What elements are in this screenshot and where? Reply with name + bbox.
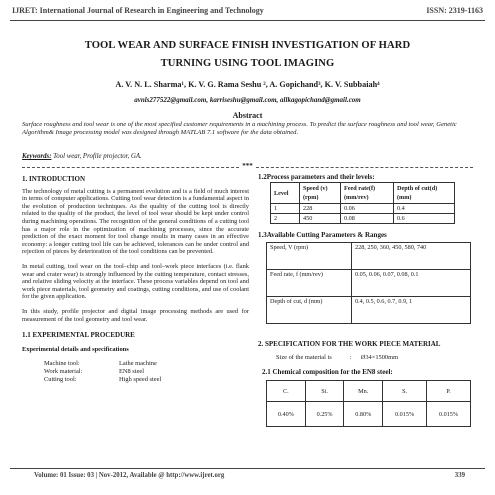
abstract-text: Surface roughness and tool wear is one of the most specified customer requirements in a machining process. To predict the surface roughness and tool wear, Genetic Algorithm& Image processing model was designed through MATLAB 7.1 software for the data obtained. [22,121,457,137]
keywords-label: Keywords: [22,153,52,160]
keywords [22,153,142,160]
table-row [267,243,471,270]
table-header-cell: Depth of cut(d) (mm) [394,183,455,204]
left-column [22,173,249,384]
material-size [276,354,473,361]
experimental-heading: 1.1 EXPERIMENTAL PROCEDURE [22,331,135,340]
table-cell: 0.08 [341,214,394,224]
intro-paragraph-3: In this study, profile projector and digital image processing methods are used for measurement of the tool geometry and tool wear. [22,307,249,323]
table-row [267,297,471,324]
footer-rule [10,468,485,469]
table-row [271,204,455,214]
cutting-ranges-table [266,242,471,324]
table-header-cell: C. [267,381,306,402]
chemical-composition-table [266,380,471,427]
abstract-heading: Abstract [232,111,263,120]
table-cell: 0.25% [305,402,344,427]
material-size-value: Ø34×1500mm [360,354,399,361]
footer-volume-info: Volume: 01 Issue: 03 | Nov-2012, Available @ http://www.ijret.org [34,472,225,479]
spec-value: High speed steel [119,376,162,384]
spec-key: Work material: [44,368,83,376]
title-line-2: TURNING USING TOOL IMAGING [160,58,335,69]
right-column [258,173,473,427]
separator-stars: *** [242,162,253,170]
table-cell: 0.06 [341,204,394,214]
table-cell: Feed rate, f (mm/rev) [267,270,352,297]
table-cell: 0.6 [394,214,455,224]
table-cell: 450 [300,214,341,224]
table-header-row [267,381,471,402]
table-row [267,270,471,297]
table-header-cell: Speed (v) (rpm) [300,183,341,204]
process-parameters-table [270,182,455,224]
page-footer [34,472,465,479]
table-header-cell: Si. [305,381,344,402]
intro-paragraph-2: In metal cutting, tool wear on the tool–chip and tool–work piece interfaces (i.e. flank wear and crater wear) is strongly influenced by the cutting temperature, contact stresses, and relative sliding velocity at the interface. These process variables depend on tool and work piece materials, tool geometry and coatings, cutting conditions, and use of coolant for the given application. [22,262,249,301]
table-cell: 0.05, 0.06, 0.07, 0.08, 0.1 [352,270,471,297]
table-cell: 228, 250, 360, 450, 580, 740 [352,243,471,270]
spec-row [22,376,249,384]
paper-title [20,37,475,73]
chem-table-heading: 2.1 Chemical composition for the EN8 steel: [262,368,393,376]
table-cell: Depth of cut, d (mm) [267,297,352,324]
table-cell: 2 [271,214,300,224]
table-header-cell: Mn. [344,381,383,402]
spec-key: Machine tool: [44,360,80,368]
table-cell: 1 [271,204,300,214]
header-rule [10,20,485,21]
page-number: 339 [454,472,465,479]
intro-paragraph-1: The technology of metal cutting is a permanent evolution and is a field of much interest in terms of computer applications. Cutting tool wear detection is a fundamental aspect in the evolution of production techniques. As the quality of the cutting tool is directly related to the quality of the product, the level of tool wear should be kept under control during machining operations. The recognition of the general conditions of a cutting tool has a major role in the optimization of machining processes, since the accurate prediction of the exact moment for tool change results in many cases in an effective economy: a longer cutting tool life can be achieved, tolerances can be under control and rejection of pieces by deterioration of the tool conditions can be prevented. [22,187,249,256]
table-row [267,402,471,427]
table-cell: 0.015% [427,402,471,427]
table-cell: Speed, V (rpm) [267,243,352,270]
journal-name: IJRET: International Journal of Research in Engineering and Technology [12,6,264,15]
authors: A. V. N. L. Sharma¹, K. V. G. Rama Seshu ², A. Gopichand³, K. V. Subbaiah⁴ [115,80,380,89]
journal-header [10,4,485,18]
spec-row [22,368,249,376]
table-header-row [271,183,455,204]
table-cell: 0.40% [267,402,306,427]
spec-section-heading: 2. SPECIFICATION FOR THE WORK PIECE MATERIAL [258,340,441,348]
keywords-text: Tool wear, Profile projector, GA. [51,153,142,160]
spec-value: EN8 steel [119,368,145,376]
spec-value: Lathe machine [119,360,157,368]
table-cell: 0.4, 0.5, 0.6, 0.7, 0.9, 1 [352,297,471,324]
spec-list [22,360,249,384]
table-row [271,214,455,224]
table-header-cell: Level [271,183,300,204]
material-size-sep: : [349,354,352,361]
material-size-label: Size of the material is [276,354,332,361]
title-line-1: TOOL WEAR AND SURFACE FINISH INVESTIGATION OF HARD [84,40,411,51]
table-cell: 228 [300,204,341,214]
experimental-subheading: Experimental details and specifications [22,345,129,353]
section-separator [22,163,473,171]
table-cell: 0.80% [344,402,383,427]
author-emails: avnls277522@gmail.com, karriseshu@gmail.com, allkagopichand@gmail.com [134,96,361,104]
ranges-table-heading: 1.3Available Cutting Parameters & Ranges [258,231,387,239]
spec-key: Cutting tool: [44,376,77,384]
table-header-cell: Feed rate(f) (mm/rev) [341,183,394,204]
table-cell: 0.015% [383,402,427,427]
table-header-cell: S. [383,381,427,402]
table-header-cell: P. [427,381,471,402]
spec-row [22,360,249,368]
table-cell: 0.4 [394,204,455,214]
issn: ISSN: 2319-1163 [426,6,483,15]
process-table-heading: 1.2Process parameters and their levels: [258,173,375,181]
intro-heading: 1. INTRODUCTION [22,175,86,183]
